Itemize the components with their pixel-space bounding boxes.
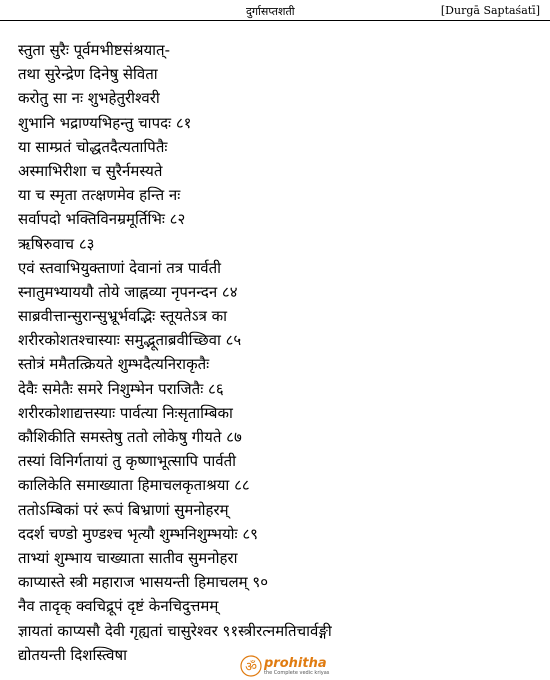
verse-line: द्योतयन्ती दिशस्त्विषा <box>18 645 128 664</box>
verse-line: अस्माभिरीशा च सुरैर्नमस्यते <box>18 161 163 180</box>
verse-line: करोतु सा नः शुभहेतुरीश्वरी <box>18 89 160 108</box>
chapter-title: दुर्गासप्तशती <box>246 5 295 18</box>
verse-line: शरीरकोशाद्यत्तस्याः पार्वत्या निःसृताम्बिका <box>18 403 233 422</box>
verse-line: ताभ्यां शुम्भाय चाख्याता सातीव सुमनोहरा <box>18 548 238 567</box>
verse-line: या च स्मृता तत्क्षणमेव हन्ति नः <box>18 186 181 205</box>
page-footer <box>0 652 550 680</box>
verse-line: शुभानि भद्राण्यभिहन्तु चापदः ८१ <box>18 113 192 132</box>
logo-tagline: the Complete vedic kriyas <box>264 669 330 676</box>
page-header <box>0 0 550 22</box>
verse-line: स्तोत्रं ममैतत्क्रियते शुम्भदैत्यनिराकृतैः <box>18 355 210 374</box>
verse-line: काप्यास्ते स्त्री महाराज भासयन्ती हिमाचलम् ९० <box>18 573 268 592</box>
prohitha-logo <box>240 654 329 678</box>
verse-line: साब्रवीत्तान्सुरान्सुभ्रूर्भवद्भिः स्तूयतेऽत्र का <box>18 307 228 326</box>
verse-line: स्तुता सुरैः पूर्वमभीष्टसंश्रयात्- <box>18 41 170 59</box>
om-icon <box>240 655 262 677</box>
header-divider <box>0 20 550 21</box>
logo-name: prohitha <box>264 655 327 671</box>
verse-text <box>18 38 543 667</box>
verse-line: ज्ञायतां काप्यसौ देवी गृह्यतां चासुरेश्वर ९१स्त्रीरत्नमतिचार्वङ्गी <box>18 621 332 640</box>
verse-line: ऋषिरुवाच ८३ <box>18 234 95 253</box>
verse-line: एवं स्तवाभियुक्ताणां देवानां तत्र पार्वती <box>18 258 222 277</box>
verse-line: कौशिकीति समस्तेषु ततो लोकेषु गीयते ८७ <box>18 428 242 446</box>
svg-text:ॐ: ॐ <box>245 660 257 675</box>
verse-line: तस्यां विनिर्गतायां तु कृष्णाभूत्सापि पार्वती <box>18 452 237 471</box>
verse-line: शरीरकोशतश्चास्याः समुद्भूताब्रवीच्छिवा ८५ <box>18 331 242 350</box>
verse-line: सर्वापदो भक्तिविनम्रमूर्तिभिः ८२ <box>18 210 186 229</box>
verse-line: देवैः समेतैः समरे निशुम्भेन पराजितैः ८६ <box>18 379 224 398</box>
verse-line: या साम्प्रतं चोद्धतदैत्यतापितैः <box>18 137 168 156</box>
verse-line: तथा सुरेन्द्रेण दिनेषु सेविता <box>18 65 158 84</box>
verse-line: ददर्श चण्डो मुण्डश्च भृत्यौ शुम्भनिशुम्भयोः ८९ <box>18 524 258 543</box>
verse-line: नैव तादृक् क्वचिद्रूपं दृष्टं केनचिदुत्तमम् <box>18 597 219 616</box>
verse-line: कालिकेति समाख्याता हिमाचलकृताश्रया ८८ <box>18 476 250 495</box>
verse-line: ततोऽम्बिकां परं रूपं बिभ्राणां सुमनोहरम् <box>18 500 229 519</box>
book-title: [Durgā Saptaśatī] <box>440 4 540 17</box>
verse-line: स्नातुमभ्याययौ तोये जाह्नव्या नृपनन्दन ८४ <box>18 282 238 301</box>
